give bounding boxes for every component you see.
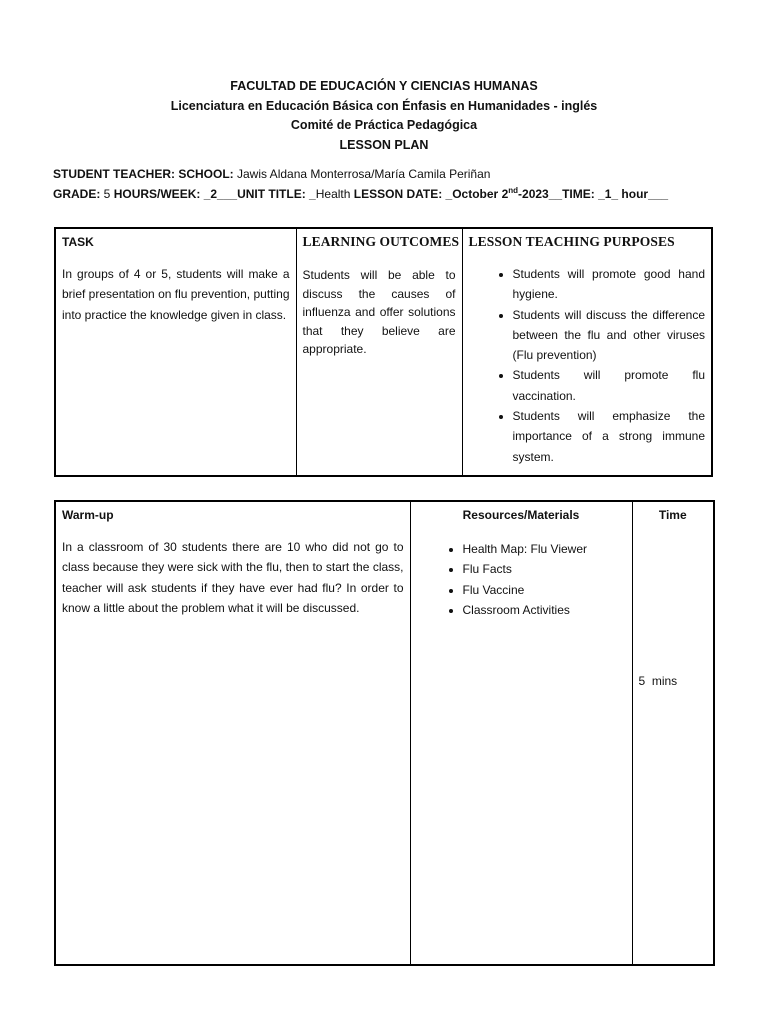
time-cell	[632, 501, 714, 965]
student-teacher-label: STUDENT TEACHER: SCHOOL:	[53, 167, 234, 181]
unit-label: UNIT TITLE: _	[237, 187, 316, 201]
resource-item: • Classroom Activities	[463, 600, 626, 620]
warmup-table	[54, 500, 715, 966]
warmup-header: Warm-up	[62, 508, 114, 522]
grade-value: 5	[100, 187, 114, 201]
task-cell	[55, 228, 296, 476]
date-rest: -2023__TIME: _1_ hour___	[518, 187, 669, 201]
purpose-item: • Students will promote good hand hygiene.	[513, 264, 706, 305]
resource-item: • Flu Vaccine	[463, 580, 626, 600]
purposes-list	[463, 254, 712, 467]
warmup-text: In a classroom of 30 students there are 10 who did not go to class because they were sick with the flu, then to start the class, teacher will ask students if they have ever had flu? In order to know a little about the problem what it will be discussed.	[62, 540, 404, 615]
task-text: In groups of 4 or 5, students will make a brief presentation on flu prevention, putting into practice the knowledge given in class.	[62, 267, 290, 322]
hours-label: HOURS/WEEK: _2___	[113, 187, 238, 201]
date-label: LESSON DATE: _October 2	[353, 187, 509, 201]
outcomes-cell	[296, 228, 462, 476]
student-teacher-line	[53, 167, 490, 181]
faculty-title: FACULTAD DE EDUCACIÓN Y CIENCIAS HUMANAS	[230, 79, 538, 93]
purposes-header: LESSON TEACHING PURPOSES	[468, 234, 675, 249]
purpose-item: • Students will discuss the difference between the flu and other viruses (Flu prevention)	[513, 305, 706, 366]
lesson-plan-title: LESSON PLAN	[339, 137, 429, 152]
resources-list	[411, 527, 632, 620]
purpose-item: • Students will promote flu vaccination.	[513, 365, 706, 406]
outcomes-header: LEARNING OUTCOMES	[302, 234, 460, 249]
purposes-cell	[462, 228, 712, 476]
task-table	[54, 227, 713, 477]
time-value: 5 mins	[638, 674, 678, 688]
student-teacher-value: Jawis Aldana Monterrosa/María Camila Periñan	[233, 167, 491, 181]
purpose-item: • Students will emphasize the importance of a strong immune system.	[513, 406, 706, 467]
time-header: Time	[658, 508, 687, 522]
committee-title: Comité de Práctica Pedagógica	[290, 118, 478, 132]
grade-label: GRADE:	[53, 187, 101, 201]
resources-header: Resources/Materials	[462, 508, 580, 522]
outcomes-text: Students will be able to discuss the causes of influenza and offer solutions that they believe are appropriate.	[302, 268, 456, 356]
task-header: TASK	[62, 235, 94, 249]
warmup-cell	[55, 501, 410, 965]
date-sup: nd	[508, 186, 519, 195]
program-title: Licenciatura en Educación Básica con Énfasis en Humanidades - inglés	[170, 98, 598, 113]
grade-line	[53, 187, 668, 201]
document-header	[0, 77, 768, 155]
resource-item: • Health Map: Flu Viewer	[463, 539, 626, 559]
resources-cell	[410, 501, 632, 965]
resource-item: • Flu Facts	[463, 559, 626, 579]
unit-value: Health	[315, 187, 354, 201]
